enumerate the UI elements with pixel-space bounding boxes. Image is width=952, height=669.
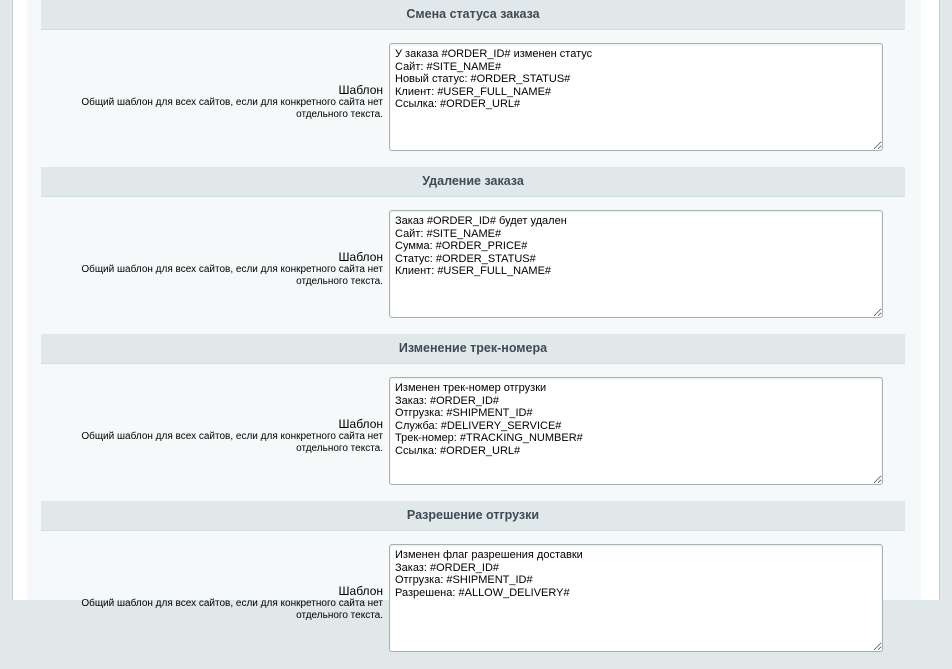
field-label: Шаблон — [338, 250, 383, 264]
field-label: Шаблон — [338, 83, 383, 97]
settings-form — [27, 0, 921, 621]
field-label: Шаблон — [338, 584, 383, 598]
template-row — [41, 30, 905, 168]
template-textarea[interactable] — [389, 210, 883, 318]
section-header: Изменение трек-номера — [41, 334, 905, 364]
settings-panel — [12, 0, 940, 621]
section-order-status-change — [41, 0, 905, 168]
template-textarea[interactable] — [389, 377, 883, 485]
section-header: Смена статуса заказа — [41, 0, 905, 30]
field-hint: Общий шаблон для всех сайтов, если для конкретного сайта нет отдельного текста. — [81, 431, 383, 454]
template-label — [41, 30, 383, 164]
section-header: Разрешение отгрузки — [41, 501, 905, 531]
field-hint: Общий шаблон для всех сайтов, если для конкретного сайта нет отдельного текста. — [81, 264, 383, 287]
section-shipment-permission — [41, 501, 905, 669]
template-textarea[interactable] — [389, 544, 883, 652]
section-tracking-number-change — [41, 334, 905, 502]
template-row — [41, 197, 905, 335]
section-order-deletion — [41, 167, 905, 335]
template-row — [41, 531, 905, 669]
field-label: Шаблон — [338, 417, 383, 431]
template-label — [41, 364, 383, 498]
template-textarea[interactable] — [389, 43, 883, 151]
field-hint: Общий шаблон для всех сайтов, если для конкретного сайта нет отдельного текста. — [81, 97, 383, 120]
template-row — [41, 364, 905, 502]
template-label — [41, 197, 383, 331]
template-label — [41, 531, 383, 665]
field-hint: Общий шаблон для всех сайтов, если для конкретного сайта нет отдельного текста. — [81, 598, 383, 621]
section-header: Удаление заказа — [41, 167, 905, 197]
